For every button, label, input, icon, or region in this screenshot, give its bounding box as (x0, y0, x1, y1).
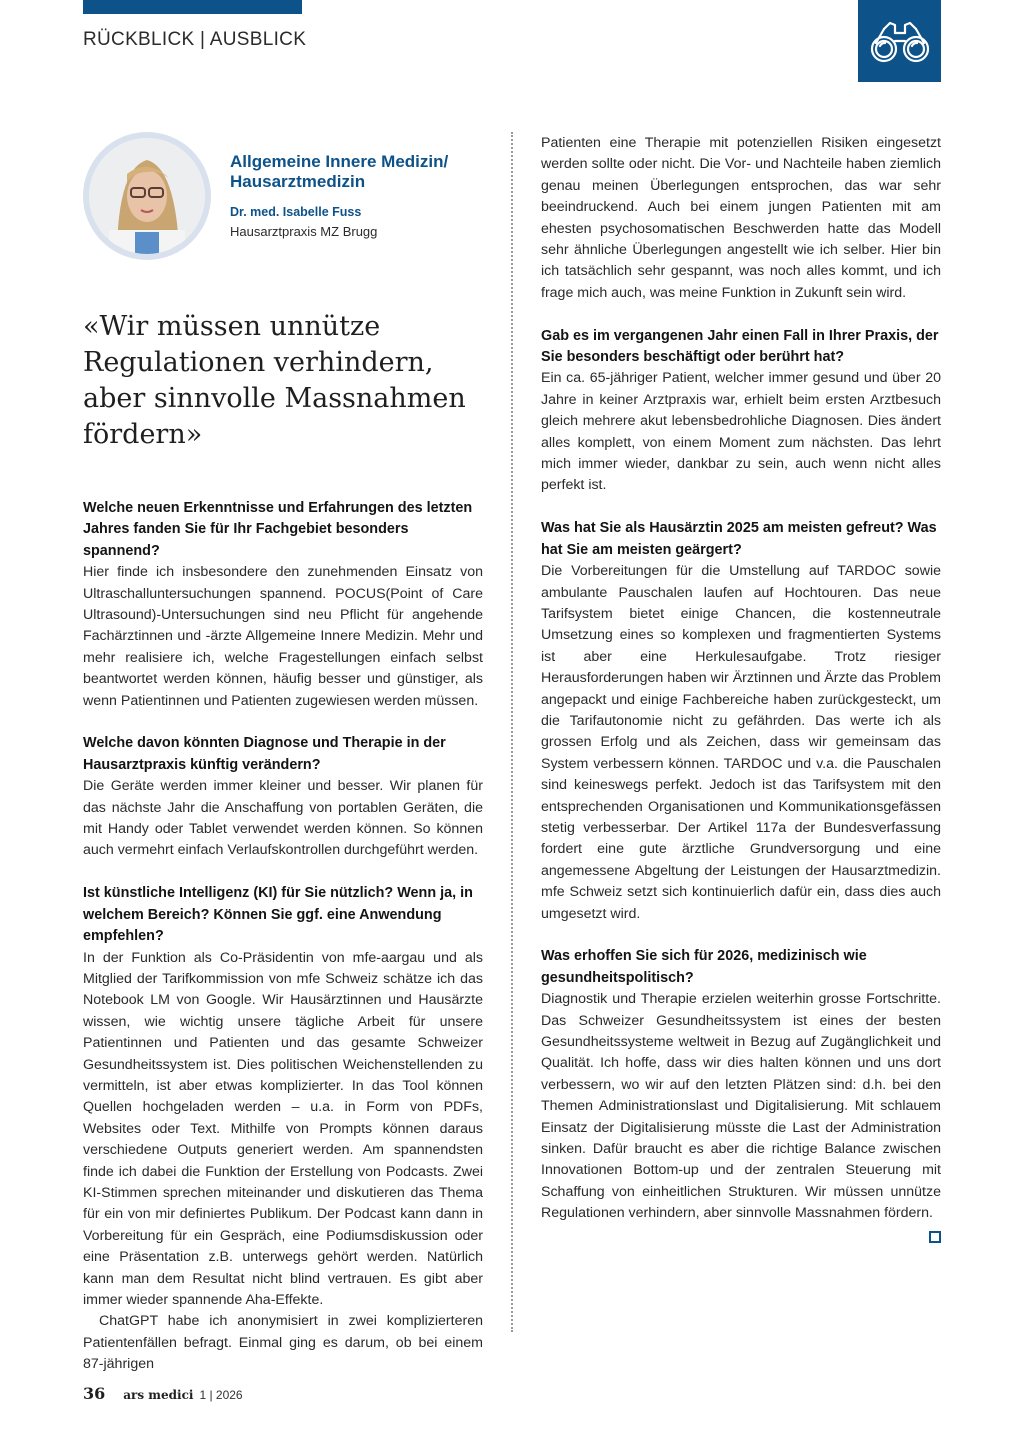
qa-item (541, 946, 941, 1224)
qa-item (83, 883, 483, 1375)
answer-text: Diagnostik und Therapie erzielen weiterhin grosse Fortschritte. Das Schweizer Gesundheitssystem ist eines der besten Gesundheitssysteme weltweit in Bezug auf Zugänglichkeit und Qualität. Ich hoffe, dass wir dies halten können und uns dort verbessern, wo wir auf den letzten Plätzen sind: d.h. bei den Themen Administrationslast und Digitalisierung. Mit schlauem Einsatz der Digitalisierung müsste die Last der Administration sinken. Dafür braucht es aber die richtige Balance zwischen Innovationen Bottom-up und der zentralen Steuerung mit Schaffung von einheitlichen Strukturen. Wir müssen unnütze Regulationen verhindern, aber sinnvolle Massnahmen fördern. (541, 991, 941, 1222)
qa-item (83, 498, 483, 712)
page-number: 36 (83, 1384, 106, 1403)
answer-continuation: Patienten eine Therapie mit potenziellen Risiken eingesetzt werden sollte oder nicht. Die Vor- und Nachteile haben ziemlich genau meinen Überlegungen entsprochen, das war sehr beeindruckend. Auch bei einem jungen Patienten mit am ehesten psychosomatischen Beschwerden hatte das Modell sehr ähnliche Überlegungen angestellt wie ich selber. Hier bin ich tatsächlich sehr gespannt, was noch alles kommt, und ich frage mich auch, was meine Funktion in Zukunft sein wird. (541, 135, 941, 301)
binoculars-icon (868, 19, 932, 63)
answer: Die Vorbereitungen für die Umstellung auf TARDOC sowie ambulante Pauschalen laufen auf Hochtouren. Das neue Tarifsystem bietet einige Chancen, die kostenneutrale Umsetzung eines so komplexen und fragmentierten Systems ist aber eine Herkulesaufgabe. Trotz riesiger Herausforderungen haben wir Ärztinnen und Ärzte das Problem angepackt und einige Fachbereiche haben zurückgesteckt, um die Tarifautonomie nicht zu gefährden. Das werte ich als grossen Erfolg und als Zeichen, dass wir gemeinsam das System verbessern können. TARDOC und v.a. die Pauschalen sind keineswegs perfekt. Jedoch ist das Tarifsystem mit den entsprechenden Organisationen und Kommunikationsgefässen stetig verbesserbar. Der Artikel 117a der Bundesverfassung fordert eine gute ärztliche Grundversorgung und eine angemessene Abgeltung der Leistungen der Hausarztmedizin. mfe Schweiz setzt sich kontinuierlich dafür ein, dass dies auch umgesetzt wird. (541, 563, 941, 922)
question: Was hat Sie als Hausärztin 2025 am meisten gefreut? Was hat Sie am meisten geärgert? (541, 520, 937, 558)
question: Welche davon könnten Diagnose und Therapie in der Hausarztpraxis künftig verändern? (83, 735, 446, 773)
pull-quote: «Wir müssen unnütze Regulationen verhindern, aber sinnvolle Massnahmen fördern» (83, 311, 466, 450)
page-footer (83, 1384, 243, 1403)
section-icon-box (858, 0, 941, 82)
question: Ist künstliche Intelligenz (KI) für Sie nützlich? Wenn ja, in welchem Bereich? Können Sie ggf. eine Anwendung empfehlen? (83, 885, 473, 945)
question: Was erhoffen Sie sich für 2026, medizinisch wie gesundheitspolitisch? (541, 948, 867, 986)
answer: Ein ca. 65-jähriger Patient, welcher immer gesund und über 20 Jahre in keiner Arztpraxis war, erhielt beim ersten Arztbesuch gleich mehrere akut lebensbedrohliche Diagnosen. Dies ändert alles komplett, von einem Moment zum nächsten. Das lehrt mich immer wieder, dankbar zu sein, auch wenn nicht alles perfekt ist. (541, 370, 941, 494)
header-accent-bar (83, 0, 302, 14)
specialty-title: Allgemeine Innere Medizin/ Hausarztmedizin (230, 152, 449, 191)
issue-number: 1 | 2026 (199, 1388, 243, 1402)
continued-text (541, 133, 941, 304)
question: Welche neuen Erkenntnisse und Erfahrungen des letzten Jahres fanden Sie für Ihr Fachgebiet besonders spannend? (83, 500, 473, 559)
answer: Die Geräte werden immer kleiner und besser. Wir planen für das nächste Jahr die Anschaffung von portablen Geräten, die mit Handy oder Tablet verwendet werden können. So können auch vermehrt einfach Verlaufskontrollen durchgeführt werden. (83, 778, 483, 859)
avatar (83, 132, 211, 260)
answer (541, 989, 941, 1224)
section-label: RÜCKBLICK | AUSBLICK (83, 29, 307, 50)
answer: Hier finde ich insbesondere den zunehmenden Einsatz von Ultraschalluntersuchungen spannend. POCUS(Point of Care Ultrasound)-Untersuchungen sind neu Pflicht für angehende Fachärztinnen und -ärzte Allgemeine Innere Medizin. Mehr und mehr realisiere ich, welche Fragestellungen einfach selbst beantwortet werden können, häufig besser und günstiger, als wenn Patientinnen und Patienten zugewiesen werden müssen. (83, 564, 483, 709)
end-of-article-square-icon (929, 1231, 941, 1243)
qa-item (83, 733, 483, 861)
answer: In der Funktion als Co-Präsidentin von mfe-aargau und als Mitglied der Tarifkommission von mfe Schweiz schätze ich das Notebook LM von Google. Wir Hausärztinnen und Hausärzte wissen, wie wichtig unsere tägliche Arbeit für unsere Patientinnen und Patienten und das gesamte Schweizer Gesundheitssystem ist. Dies politischen Weichenstellenden zu vermitteln, ist aber etwas komplizierter. In das Tool können Quellen hochgeladen werden – u.a. in Form von PDFs, Websites oder Text. Mithilfe von Prompts können daraus verschiedene Outputs generiert werden. Am spannendsten finde ich dabei die Funktion der Erstellung von Podcasts. Zwei KI-Stimmen sprechen miteinander und diskutieren das Thema für ein von mir definiertes Publikum. Der Podcast kann dann in Vorbereitung für ein Gespräch, eine Podiumsdiskussion oder eine Präsentation z.B. unterwegs gehört werden. Natürlich kann man dem Resultat nicht blind vertrauen. Es gibt aber immer wieder spannende Aha-Effekte. (83, 949, 483, 1308)
left-column (83, 498, 483, 1397)
answer-continued: ChatGPT habe ich anonymisiert in zwei komplizierteren Patientenfällen befragt. Einmal ging es darum, ob bei einem 87-jährigen (83, 1313, 483, 1373)
qa-item (541, 326, 941, 497)
author-name: Dr. med. Isabelle Fuss (230, 205, 362, 219)
author-block (83, 132, 493, 262)
right-column (541, 133, 941, 1246)
column-divider (511, 132, 513, 1332)
answer-paragraph (83, 1311, 483, 1375)
question: Gab es im vergangenen Jahr einen Fall in Ihrer Praxis, der Sie besonders beschäftigt oder berührt hat? (541, 327, 939, 366)
author-practice: Hausarztpraxis MZ Brugg (230, 224, 378, 239)
magazine-name: ars medici (123, 1388, 194, 1402)
qa-item (541, 518, 941, 925)
portrait-photo (89, 138, 205, 254)
